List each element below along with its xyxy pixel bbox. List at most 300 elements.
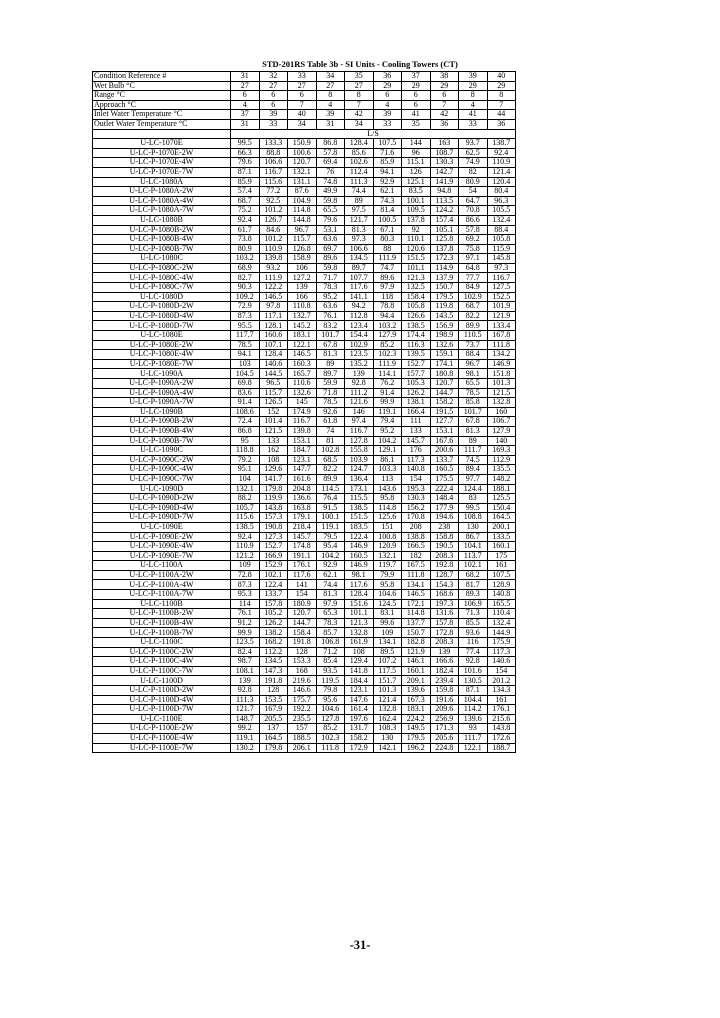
flow-value-cell: 82.2 <box>459 311 488 321</box>
flow-value-cell: 69.4 <box>316 158 345 168</box>
flow-value-cell: 182 <box>402 551 431 561</box>
flow-value-cell: 122.1 <box>288 340 317 350</box>
model-cell: U-LC-P-1080A-7W <box>93 206 231 216</box>
table-row <box>93 359 516 369</box>
flow-value-cell: 95.8 <box>373 494 402 504</box>
flow-value-cell: 198.9 <box>430 331 459 341</box>
condition-value: 8 <box>345 91 374 101</box>
flow-value-cell: 141.7 <box>259 474 288 484</box>
flow-value-cell: 99.6 <box>373 618 402 628</box>
flow-value-cell: 101.2 <box>259 206 288 216</box>
flow-value-cell: 121.3 <box>402 273 431 283</box>
flow-value-cell: 120.6 <box>402 244 431 254</box>
flow-value-cell: 133.3 <box>259 139 288 149</box>
flow-value-cell: 100.6 <box>288 148 317 158</box>
flow-value-cell: 74.9 <box>459 158 488 168</box>
flow-value-cell: 123.1 <box>288 455 317 465</box>
condition-value: 8 <box>487 91 516 101</box>
table-row <box>93 446 516 456</box>
flow-value-cell: 140.8 <box>487 590 516 600</box>
flow-value-cell: 167.5 <box>402 561 431 571</box>
flow-value-cell: 119.9 <box>259 494 288 504</box>
flow-value-cell: 92.6 <box>316 407 345 417</box>
flow-value-cell: 106 <box>288 263 317 273</box>
flow-value-cell: 191.8 <box>288 638 317 648</box>
flow-value-cell: 73.8 <box>231 235 260 245</box>
flow-value-cell: 93.6 <box>459 628 488 638</box>
flow-value-cell: 102.9 <box>345 340 374 350</box>
flow-value-cell: 127.7 <box>430 417 459 427</box>
flow-value-cell: 191.5 <box>430 407 459 417</box>
flow-value-cell: 135.5 <box>487 465 516 475</box>
flow-value-cell: 107.5 <box>487 570 516 580</box>
units-label: L/S <box>231 129 516 139</box>
flow-value-cell: 107.1 <box>259 340 288 350</box>
flow-value-cell: 94.8 <box>430 187 459 197</box>
flow-value-cell: 158.2 <box>345 733 374 743</box>
flow-value-cell: 161.9 <box>345 638 374 648</box>
flow-value-cell: 205.5 <box>259 714 288 724</box>
flow-value-cell: 142.1 <box>373 743 402 753</box>
flow-value-cell: 136.6 <box>288 494 317 504</box>
flow-value-cell: 74.7 <box>373 263 402 273</box>
flow-value-cell: 110.9 <box>259 244 288 254</box>
flow-value-cell: 68.7 <box>231 196 260 206</box>
flow-value-cell: 82.7 <box>231 273 260 283</box>
flow-value-cell: 128.7 <box>430 570 459 580</box>
flow-value-cell: 115.7 <box>288 235 317 245</box>
model-cell: U-LC-P-1080C-4W <box>93 273 231 283</box>
flow-value-cell: 79.9 <box>373 570 402 580</box>
condition-label: Approach °C <box>93 100 231 110</box>
flow-value-cell: 99.9 <box>231 628 260 638</box>
flow-value-cell: 129.1 <box>373 446 402 456</box>
flow-value-cell: 99.5 <box>459 503 488 513</box>
table-row <box>93 484 516 494</box>
flow-value-cell: 134.1 <box>402 580 431 590</box>
flow-value-cell: 129.6 <box>259 465 288 475</box>
flow-value-cell: 120.7 <box>430 379 459 389</box>
flow-value-cell: 115.7 <box>259 388 288 398</box>
table-row <box>93 455 516 465</box>
flow-value-cell: 101.7 <box>459 407 488 417</box>
flow-value-cell: 146.9 <box>345 542 374 552</box>
model-cell: U-LC-1090B <box>93 407 231 417</box>
flow-value-cell: 99.2 <box>231 724 260 734</box>
flow-value-cell: 81 <box>316 436 345 446</box>
flow-value-cell: 97.1 <box>459 254 488 264</box>
table-row <box>93 206 516 216</box>
table-row <box>93 628 516 638</box>
flow-value-cell: 61.7 <box>231 225 260 235</box>
flow-value-cell: 62.1 <box>373 187 402 197</box>
flow-value-cell: 151.8 <box>487 369 516 379</box>
table-row <box>93 590 516 600</box>
model-cell: U-LC-1090D <box>93 484 231 494</box>
flow-value-cell: 158.2 <box>430 398 459 408</box>
flow-value-cell: 117.3 <box>487 647 516 657</box>
condition-value: 42 <box>345 110 374 120</box>
condition-value: 36 <box>430 119 459 129</box>
flow-value-cell: 57.8 <box>459 225 488 235</box>
table-row <box>93 426 516 436</box>
flow-value-cell: 76.4 <box>316 494 345 504</box>
flow-value-cell: 119.8 <box>430 302 459 312</box>
flow-value-cell: 179.5 <box>402 733 431 743</box>
flow-value-cell: 114.9 <box>430 263 459 273</box>
table-row <box>93 474 516 484</box>
flow-value-cell: 102.8 <box>316 446 345 456</box>
flow-value-cell: 160.1 <box>487 542 516 552</box>
flow-value-cell: 138.1 <box>402 398 431 408</box>
flow-value-cell: 62.5 <box>459 148 488 158</box>
condition-value: 36 <box>487 119 516 129</box>
model-cell: U-LC-P-1080B-4W <box>93 235 231 245</box>
table-row <box>93 369 516 379</box>
flow-value-cell: 152.7 <box>402 359 431 369</box>
flow-value-cell: 115.9 <box>487 244 516 254</box>
flow-value-cell: 104.2 <box>316 551 345 561</box>
flow-value-cell: 111.9 <box>373 254 402 264</box>
table-row <box>93 263 516 273</box>
units-row <box>93 129 516 139</box>
flow-value-cell: 167.6 <box>430 436 459 446</box>
flow-value-cell: 124.7 <box>345 465 374 475</box>
flow-value-cell: 139.6 <box>402 686 431 696</box>
table-row <box>93 158 516 168</box>
flow-value-cell: 101.3 <box>373 686 402 696</box>
condition-value: 37 <box>231 110 260 120</box>
flow-value-cell: 160.6 <box>259 331 288 341</box>
flow-value-cell: 166.4 <box>402 407 431 417</box>
flow-value-cell: 111.8 <box>402 570 431 580</box>
flow-value-cell: 137 <box>259 724 288 734</box>
flow-value-cell: 123.4 <box>345 321 374 331</box>
flow-value-cell: 102.3 <box>373 350 402 360</box>
flow-value-cell: 137.8 <box>402 215 431 225</box>
flow-value-cell: 157.8 <box>430 618 459 628</box>
condition-label: Condition Reference # <box>93 72 231 82</box>
model-cell: U-LC-P-1100C-7W <box>93 666 231 676</box>
table-row <box>93 733 516 743</box>
flow-value-cell: 114.8 <box>402 609 431 619</box>
flow-value-cell: 70.8 <box>459 206 488 216</box>
flow-value-cell: 219.6 <box>288 676 317 686</box>
flow-value-cell: 100.8 <box>373 532 402 542</box>
table-row <box>93 148 516 158</box>
flow-value-cell: 116.7 <box>259 167 288 177</box>
flow-value-cell: 139 <box>288 283 317 293</box>
model-cell: U-LC-P-1080C-2W <box>93 263 231 273</box>
flow-value-cell: 175.9 <box>487 638 516 648</box>
flow-value-cell: 86.7 <box>459 532 488 542</box>
flow-value-cell: 200.6 <box>430 446 459 456</box>
flow-value-cell: 89.7 <box>345 263 374 273</box>
flow-value-cell: 151 <box>373 522 402 532</box>
flow-value-cell: 132.1 <box>373 551 402 561</box>
condition-value: 42 <box>430 110 459 120</box>
flow-value-cell: 104 <box>231 474 260 484</box>
flow-value-cell: 127.9 <box>487 426 516 436</box>
flow-value-cell: 105.2 <box>259 609 288 619</box>
condition-value: 4 <box>459 100 488 110</box>
flow-value-cell: 95.2 <box>373 426 402 436</box>
flow-value-cell: 77.2 <box>259 187 288 197</box>
flow-value-cell: 152 <box>259 407 288 417</box>
model-cell: U-LC-P-1080E-2W <box>93 340 231 350</box>
condition-value: 44 <box>487 110 516 120</box>
flow-value-cell: 103 <box>231 359 260 369</box>
flow-value-cell: 196.2 <box>402 743 431 753</box>
flow-value-cell: 71.7 <box>316 273 345 283</box>
flow-value-cell: 130.3 <box>402 494 431 504</box>
flow-value-cell: 138.5 <box>231 522 260 532</box>
model-cell: U-LC-P-1090D-7W <box>93 513 231 523</box>
flow-value-cell: 79.6 <box>231 158 260 168</box>
condition-value: 31 <box>231 72 260 82</box>
flow-value-cell: 49.9 <box>316 187 345 197</box>
table-row <box>93 331 516 341</box>
flow-value-cell: 81.3 <box>345 225 374 235</box>
flow-value-cell: 86.6 <box>459 215 488 225</box>
flow-value-cell: 94.1 <box>373 167 402 177</box>
flow-value-cell: 109.2 <box>231 292 260 302</box>
flow-value-cell: 105.1 <box>430 225 459 235</box>
flow-value-cell: 106.7 <box>487 417 516 427</box>
flow-value-cell: 102.6 <box>345 158 374 168</box>
flow-value-cell: 110.5 <box>459 331 488 341</box>
flow-value-cell: 121.2 <box>231 551 260 561</box>
flow-value-cell: 106.6 <box>345 244 374 254</box>
flow-value-cell: 192.8 <box>430 561 459 571</box>
table-row <box>93 513 516 523</box>
flow-value-cell: 224.2 <box>402 714 431 724</box>
flow-value-cell: 190.8 <box>259 522 288 532</box>
flow-value-cell: 208.3 <box>430 638 459 648</box>
flow-value-cell: 145.7 <box>402 436 431 446</box>
flow-value-cell: 102.3 <box>316 733 345 743</box>
model-cell: U-LC-P-1100B-4W <box>93 618 231 628</box>
flow-value-cell: 74.4 <box>345 187 374 197</box>
flow-value-cell: 78.5 <box>316 398 345 408</box>
flow-value-cell: 149.5 <box>402 724 431 734</box>
flow-value-cell: 119.5 <box>316 676 345 686</box>
model-cell: U-LC-P-1090D-2W <box>93 494 231 504</box>
flow-value-cell: 151.5 <box>402 254 431 264</box>
flow-value-cell: 106.6 <box>259 158 288 168</box>
flow-value-cell: 57.4 <box>231 187 260 197</box>
model-cell: U-LC-P-1100C-4W <box>93 657 231 667</box>
flow-value-cell: 85.6 <box>345 148 374 158</box>
flow-value-cell: 134.3 <box>487 686 516 696</box>
flow-value-cell: 69.8 <box>231 379 260 389</box>
table-row <box>93 292 516 302</box>
flow-value-cell: 79.4 <box>373 417 402 427</box>
flow-value-cell: 54 <box>459 187 488 197</box>
flow-value-cell: 68.9 <box>231 263 260 273</box>
flow-value-cell: 127.9 <box>373 331 402 341</box>
flow-value-cell: 111.3 <box>345 177 374 187</box>
flow-value-cell: 59.8 <box>316 263 345 273</box>
flow-value-cell: 148.2 <box>487 474 516 484</box>
flow-value-cell: 239.4 <box>430 676 459 686</box>
flow-value-cell: 110.4 <box>487 609 516 619</box>
table-row <box>93 522 516 532</box>
condition-value: 6 <box>430 91 459 101</box>
flow-value-cell: 175.7 <box>288 695 317 705</box>
flow-value-cell: 74.3 <box>373 196 402 206</box>
flow-value-cell: 72.4 <box>231 417 260 427</box>
units-blank-cell <box>93 129 231 139</box>
flow-value-cell: 97.8 <box>259 302 288 312</box>
flow-value-cell: 177.9 <box>430 503 459 513</box>
condition-value: 4 <box>231 100 260 110</box>
flow-value-cell: 118.8 <box>231 446 260 456</box>
condition-value: 27 <box>231 81 260 91</box>
flow-value-cell: 144.9 <box>487 628 516 638</box>
flow-value-cell: 180.8 <box>430 369 459 379</box>
flow-value-cell: 160.5 <box>345 551 374 561</box>
condition-value: 4 <box>316 100 345 110</box>
flow-value-cell: 209.6 <box>430 705 459 715</box>
table-row <box>93 139 516 149</box>
flow-value-cell: 127.5 <box>487 283 516 293</box>
flow-value-cell: 133.5 <box>487 532 516 542</box>
flow-value-cell: 134.5 <box>259 657 288 667</box>
flow-value-cell: 104.6 <box>373 590 402 600</box>
table-row <box>93 311 516 321</box>
condition-value: 27 <box>316 81 345 91</box>
model-cell: U-LC-1080C <box>93 254 231 264</box>
flow-value-cell: 89 <box>345 196 374 206</box>
model-cell: U-LC-P-1080D-2W <box>93 302 231 312</box>
flow-value-cell: 76.1 <box>231 609 260 619</box>
flow-value-cell: 128.4 <box>345 139 374 149</box>
flow-value-cell: 143.8 <box>487 724 516 734</box>
flow-value-cell: 121.7 <box>231 705 260 715</box>
flow-value-cell: 126.7 <box>259 215 288 225</box>
flow-value-cell: 134.2 <box>487 350 516 360</box>
flow-value-cell: 111.9 <box>259 273 288 283</box>
condition-row <box>93 100 516 110</box>
flow-value-cell: 65.3 <box>316 609 345 619</box>
flow-value-cell: 108.7 <box>430 148 459 158</box>
flow-value-cell: 92.8 <box>345 379 374 389</box>
flow-value-cell: 108.6 <box>231 407 260 417</box>
model-cell: U-LC-P-1080C-7W <box>93 283 231 293</box>
table-row <box>93 503 516 513</box>
flow-value-cell: 120.9 <box>373 542 402 552</box>
flow-value-cell: 191.8 <box>259 676 288 686</box>
flow-value-cell: 103.2 <box>373 321 402 331</box>
flow-value-cell: 97.7 <box>459 474 488 484</box>
flow-value-cell: 86.8 <box>231 426 260 436</box>
flow-value-cell: 63.6 <box>316 235 345 245</box>
flow-value-cell: 97.9 <box>316 599 345 609</box>
flow-value-cell: 95.4 <box>316 542 345 552</box>
model-cell: U-LC-P-1090E-4W <box>93 542 231 552</box>
flow-value-cell: 85.9 <box>373 158 402 168</box>
flow-value-cell: 76.1 <box>316 311 345 321</box>
flow-value-cell: 148.4 <box>430 494 459 504</box>
flow-value-cell: 67.1 <box>373 225 402 235</box>
flow-value-cell: 108.3 <box>373 724 402 734</box>
flow-value-cell: 110.9 <box>231 542 260 552</box>
flow-value-cell: 59.9 <box>316 379 345 389</box>
flow-value-cell: 95.6 <box>316 695 345 705</box>
flow-value-cell: 161 <box>487 695 516 705</box>
flow-value-cell: 78.5 <box>231 340 260 350</box>
flow-value-cell: 176 <box>402 446 431 456</box>
table-row <box>93 666 516 676</box>
flow-value-cell: 121.4 <box>487 167 516 177</box>
flow-value-cell: 124.4 <box>459 484 488 494</box>
table-row <box>93 321 516 331</box>
table-row <box>93 273 516 283</box>
model-cell: U-LC-P-1100B-2W <box>93 609 231 619</box>
flow-value-cell: 188.5 <box>288 733 317 743</box>
model-cell: U-LC-1090E <box>93 522 231 532</box>
flow-value-cell: 114.2 <box>459 705 488 715</box>
flow-value-cell: 95 <box>231 436 260 446</box>
flow-value-cell: 146.5 <box>288 350 317 360</box>
flow-value-cell: 79.6 <box>316 215 345 225</box>
flow-value-cell: 150.7 <box>430 283 459 293</box>
model-cell: U-LC-P-1090B-2W <box>93 417 231 427</box>
flow-value-cell: 130 <box>459 522 488 532</box>
flow-value-cell: 108 <box>259 455 288 465</box>
flow-value-cell: 91.2 <box>231 618 260 628</box>
flow-value-cell: 84.6 <box>259 225 288 235</box>
flow-value-cell: 87.6 <box>288 187 317 197</box>
flow-value-cell: 123.5 <box>345 350 374 360</box>
flow-value-cell: 159.1 <box>430 350 459 360</box>
table-row <box>93 570 516 580</box>
flow-value-cell: 133.7 <box>430 455 459 465</box>
flow-value-cell: 121.7 <box>345 215 374 225</box>
flow-value-cell: 144.7 <box>430 388 459 398</box>
flow-value-cell: 195.3 <box>402 484 431 494</box>
table-row <box>93 379 516 389</box>
table-row <box>93 618 516 628</box>
model-cell: U-LC-1090A <box>93 369 231 379</box>
flow-value-cell: 119.1 <box>373 407 402 417</box>
flow-value-cell: 97.3 <box>487 263 516 273</box>
flow-value-cell: 183.5 <box>345 522 374 532</box>
flow-value-cell: 160 <box>487 407 516 417</box>
flow-value-cell: 146.6 <box>288 686 317 696</box>
flow-value-cell: 61.8 <box>316 417 345 427</box>
flow-value-cell: 180.9 <box>288 599 317 609</box>
flow-value-cell: 157.8 <box>259 599 288 609</box>
flow-value-cell: 104.5 <box>231 369 260 379</box>
flow-value-cell: 174.9 <box>288 407 317 417</box>
flow-value-cell: 179.5 <box>430 292 459 302</box>
flow-value-cell: 111.7 <box>459 446 488 456</box>
flow-value-cell: 119.1 <box>316 522 345 532</box>
flow-value-cell: 89.9 <box>459 321 488 331</box>
flow-value-cell: 106.9 <box>459 599 488 609</box>
condition-value: 35 <box>345 72 374 82</box>
flow-value-cell: 188.1 <box>487 484 516 494</box>
flow-value-cell: 137.9 <box>430 273 459 283</box>
condition-value: 38 <box>430 72 459 82</box>
flow-value-cell: 165.5 <box>487 599 516 609</box>
flow-value-cell: 147.6 <box>345 695 374 705</box>
flow-value-cell: 172.9 <box>345 743 374 753</box>
flow-value-cell: 126.5 <box>259 398 288 408</box>
flow-value-cell: 111.8 <box>487 340 516 350</box>
